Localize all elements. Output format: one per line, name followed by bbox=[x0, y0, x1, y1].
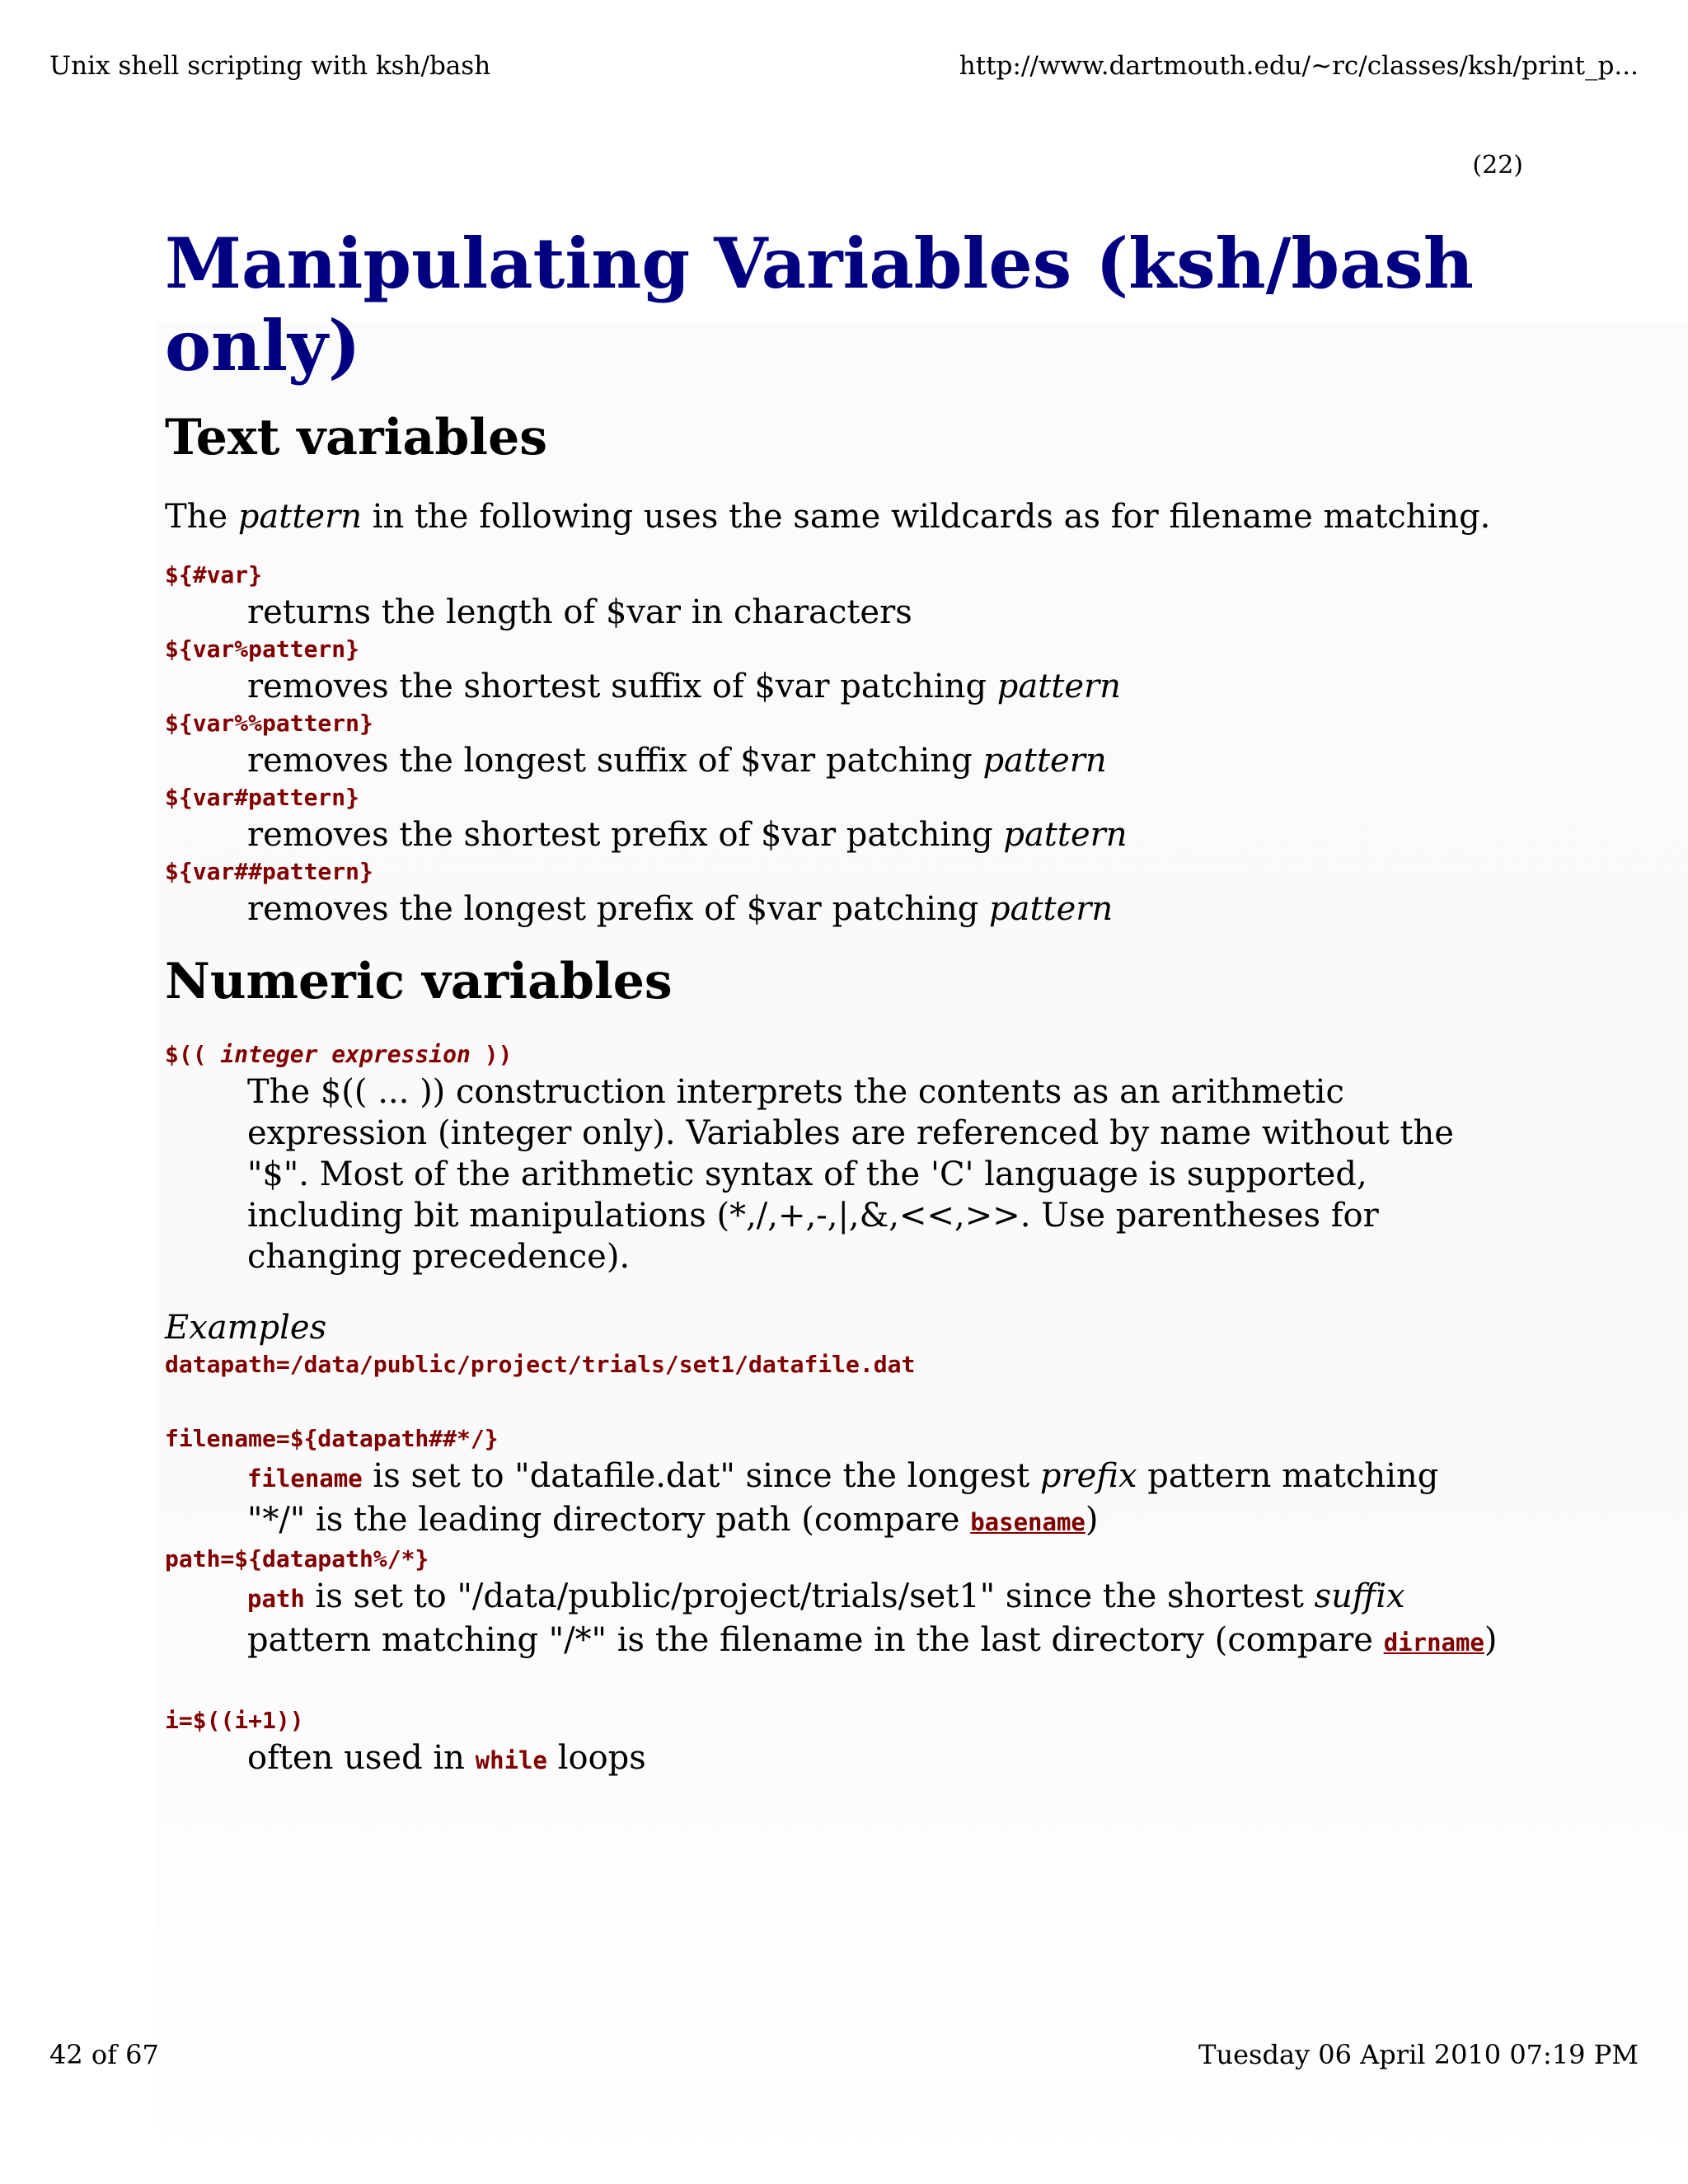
definition-term: i=$((i+1)) bbox=[165, 1707, 304, 1734]
definition-term: ${var%%pattern} bbox=[165, 710, 373, 737]
definition-term: ${#var} bbox=[165, 561, 263, 588]
page-title: Manipulating Variables (ksh/bash only) bbox=[165, 223, 1474, 387]
definition-term: path=${datapath%/*} bbox=[165, 1545, 429, 1572]
definition-description: returns the length of $var in characters bbox=[247, 593, 912, 631]
definition-term: filename=${datapath##*/} bbox=[165, 1425, 499, 1452]
definition-description: The $(( ... )) construction interprets the contents as an arithmetic expression (integer only). Variables are referenced by name without the "$". Most of the arithmetic syntax of the 'C' language is supported, including bit manipulations (*,/,+,-,|,&,<<,>>. Use parentheses for changing precedence). bbox=[247, 1073, 1454, 1276]
datapath-example: datapath=/data/public/project/trials/set1/datafile.dat bbox=[165, 1351, 916, 1378]
definition-description: removes the shortest prefix of $var patching pattern bbox=[247, 816, 1128, 854]
examples-label: Examples bbox=[165, 1309, 327, 1347]
definition-description: removes the shortest suffix of $var patching pattern bbox=[247, 668, 1121, 705]
print-header-title: Unix shell scripting with ksh/bash bbox=[49, 51, 491, 81]
basename-link[interactable]: basename bbox=[970, 1508, 1085, 1536]
page-content bbox=[165, 223, 1533, 1781]
numeric-variables-list bbox=[165, 1038, 1533, 1277]
text-variables-list bbox=[165, 559, 1533, 930]
definition-term: ${var%pattern} bbox=[165, 635, 360, 663]
page-count: 42 of 67 bbox=[49, 2039, 159, 2070]
definition-term: $(( integer expression )) bbox=[165, 1041, 513, 1068]
definition-description: path is set to "/data/public/project/trials/set1" since the shortest suffix pattern matching "/*" is the filename in the last directory (compare dirname) bbox=[247, 1577, 1498, 1659]
print-header-url: http://www.dartmouth.edu/~rc/classes/ksh/print_p... bbox=[959, 51, 1639, 81]
definition-description: removes the longest suffix of $var patching pattern bbox=[247, 742, 1107, 780]
examples-list bbox=[165, 1422, 1533, 1781]
definition-term: ${var#pattern} bbox=[165, 784, 360, 811]
slide-number: (22) bbox=[1472, 151, 1523, 180]
text-variables-intro: The pattern in the following uses the same wildcards as for filename matching. bbox=[165, 498, 1491, 536]
definition-term: ${var##pattern} bbox=[165, 858, 373, 885]
definition-description: often used in while loops bbox=[247, 1739, 646, 1777]
definition-description: filename is set to "datafile.dat" since the longest prefix pattern matching "*/" is the leading directory path (compare basename) bbox=[247, 1457, 1439, 1539]
numeric-variables-heading: Numeric variables bbox=[165, 953, 673, 1010]
print-timestamp: Tuesday 06 April 2010 07:19 PM bbox=[1198, 2039, 1639, 2070]
text-variables-heading: Text variables bbox=[165, 409, 548, 466]
definition-description: removes the longest prefix of $var patching pattern bbox=[247, 890, 1114, 928]
dirname-link[interactable]: dirname bbox=[1383, 1629, 1484, 1657]
intro-emphasis: pattern bbox=[237, 498, 362, 536]
